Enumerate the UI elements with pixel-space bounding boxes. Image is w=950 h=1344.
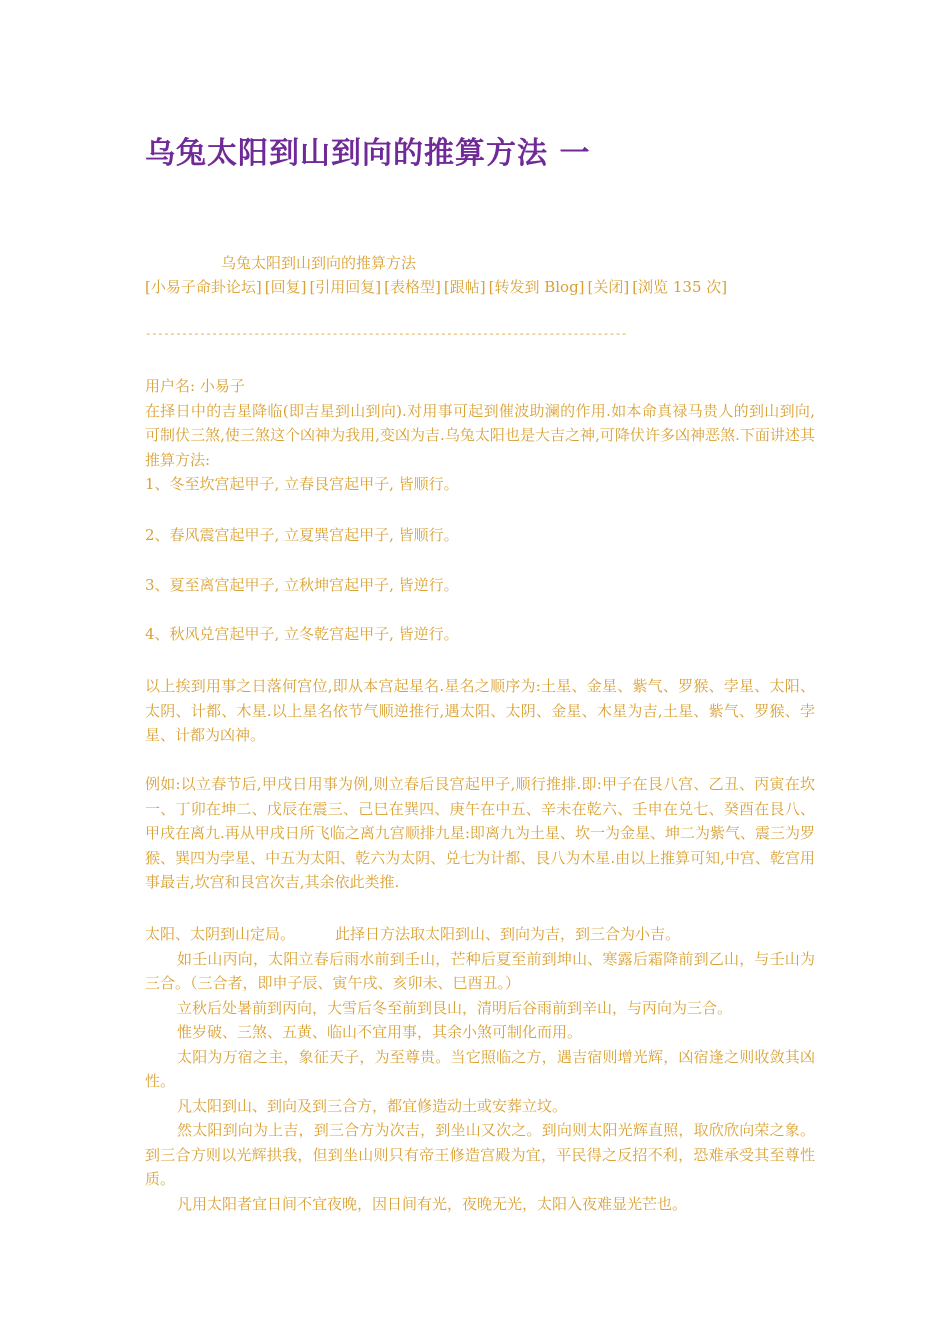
rule-block — [145, 523, 815, 548]
section-paragraph: 太阳为万宿之主，象征天子，为至尊贵。当它照临之方，遇吉宿则增光辉，凶宿逢之则收敛其凶性。 — [145, 1047, 815, 1090]
post-body-top — [145, 374, 815, 497]
rule-item: 1、冬至坎宫起甲子, 立春艮宫起甲子, 皆顺行。 — [145, 475, 459, 493]
rule-item: 4、秋风兑宫起甲子, 立冬乾宫起甲子, 皆逆行。 — [145, 625, 459, 643]
example-paragraph: 例如:以立春节后,甲戌日用事为例,则立春后艮宫起甲子,顺行推排.即:甲子在艮八宫、乙丑、丙寅在坎一、丁卯在坤二、戊辰在震三、己巳在巽四、庚午在中五、辛未在乾六、壬申在兑七、癸酉在艮八、甲戌在离九.再从甲戌日所飞临之离九宫顺排九星:即离九为土星、坎一为金星、坤二为紫气、震三为罗猴、巽四为孛星、中五为太阳、乾六为太阴、兑七为计都、艮八为木星.由以上推算可知,中宫、乾宫用事最吉,坎宫和艮宫次吉,其余依此类推. — [145, 775, 815, 891]
star-order-block — [145, 674, 815, 748]
follow-post-link[interactable]: [跟帖] — [443, 278, 486, 296]
intro-paragraph: 在择日中的吉星降临(即吉星到山到向).对用事可起到催波助澜的作用.如本命真禄马贵人的到山到向,可制伏三煞,使三煞这个凶神为我用,变凶为吉.乌兔太阳也是大吉之神,可降伏许多凶神恶煞.下面讲述其推算方法: — [145, 401, 815, 469]
section-paragraph: 然太阳到向为上吉，到三合方为次吉，到坐山又次之。到向则太阳光辉直照，取欣欣向荣之象。到三合方则以光辉拱我，但到坐山则只有帝王修造宫殿为宜，平民得之反招不利，恐难承受其至尊性质。 — [145, 1121, 815, 1188]
divider-line: -------------------------------------------------------------------------------- — [145, 327, 627, 340]
section-heading: 太阳、太阴到山定局。 — [145, 925, 296, 943]
post-nav-bar — [145, 276, 730, 297]
section-heading-line — [145, 922, 815, 947]
post-subtitle: 乌兔太阳到山到向的推算方法 — [221, 254, 417, 272]
star-order-paragraph: 以上挨到用事之日落何宫位,即从本宫起星名.星名之顺序为:土星、金星、紫气、罗猴、孛星、太阳、太阴、计都、木星.以上星名依节气顺逆推行,遇太阳、太阴、金星、木星为吉,土星、紫气、罗猴、孛星、计都为凶神。 — [145, 677, 815, 744]
example-block — [145, 772, 815, 895]
section-paragraph: 立秋后处暑前到丙向，大雪后冬至前到艮山，清明后谷雨前到辛山，与丙向为三合。 — [177, 998, 733, 1017]
view-count: [浏览 135 次] — [632, 278, 728, 296]
section-block — [145, 922, 815, 1216]
forward-blog-link[interactable]: [转发到 Blog] — [488, 278, 585, 296]
rule-item: 3、夏至离宫起甲子, 立秋坤宫起甲子, 皆逆行。 — [145, 576, 459, 594]
section-paragraph: 凡用太阳者宜日间不宜夜晚，因日间有光，夜晚无光，太阳入夜难显光芒也。 — [177, 1194, 688, 1213]
rule-block — [145, 622, 815, 647]
section-paragraph: 如壬山丙向，太阳立春后雨水前到壬山，芒种后夏至前到坤山、寒露后霜降前到乙山，与壬山为三合。（三合者，即申子辰、寅午戌、亥卯未、巳酉丑。） — [145, 949, 815, 992]
section-paragraph: 凡太阳到山、到向及到三合方，都宜修造动土或安葬立坟。 — [177, 1096, 568, 1115]
close-link[interactable]: [关闭] — [587, 278, 630, 296]
section-paragraph: 惟岁破、三煞、五黄、临山不宜用事，其余小煞可制化而用。 — [177, 1023, 583, 1041]
section-lead: 此择日方法取太阳到山、到向为吉，到三合为小吉。 — [335, 925, 681, 943]
forum-link[interactable]: [小易子命卦论坛] — [145, 278, 262, 296]
reply-link[interactable]: [回复] — [264, 278, 307, 296]
quote-reply-link[interactable]: [引用回复] — [309, 278, 382, 296]
rule-block — [145, 573, 815, 598]
username-line: 用户名: 小易子 — [145, 377, 245, 395]
document-title: 乌兔太阳到山到向的推算方法 一 — [145, 136, 591, 171]
table-view-link[interactable]: [表格型] — [384, 278, 441, 296]
rule-item: 2、春风震宫起甲子, 立夏巽宫起甲子, 皆顺行。 — [145, 526, 459, 544]
